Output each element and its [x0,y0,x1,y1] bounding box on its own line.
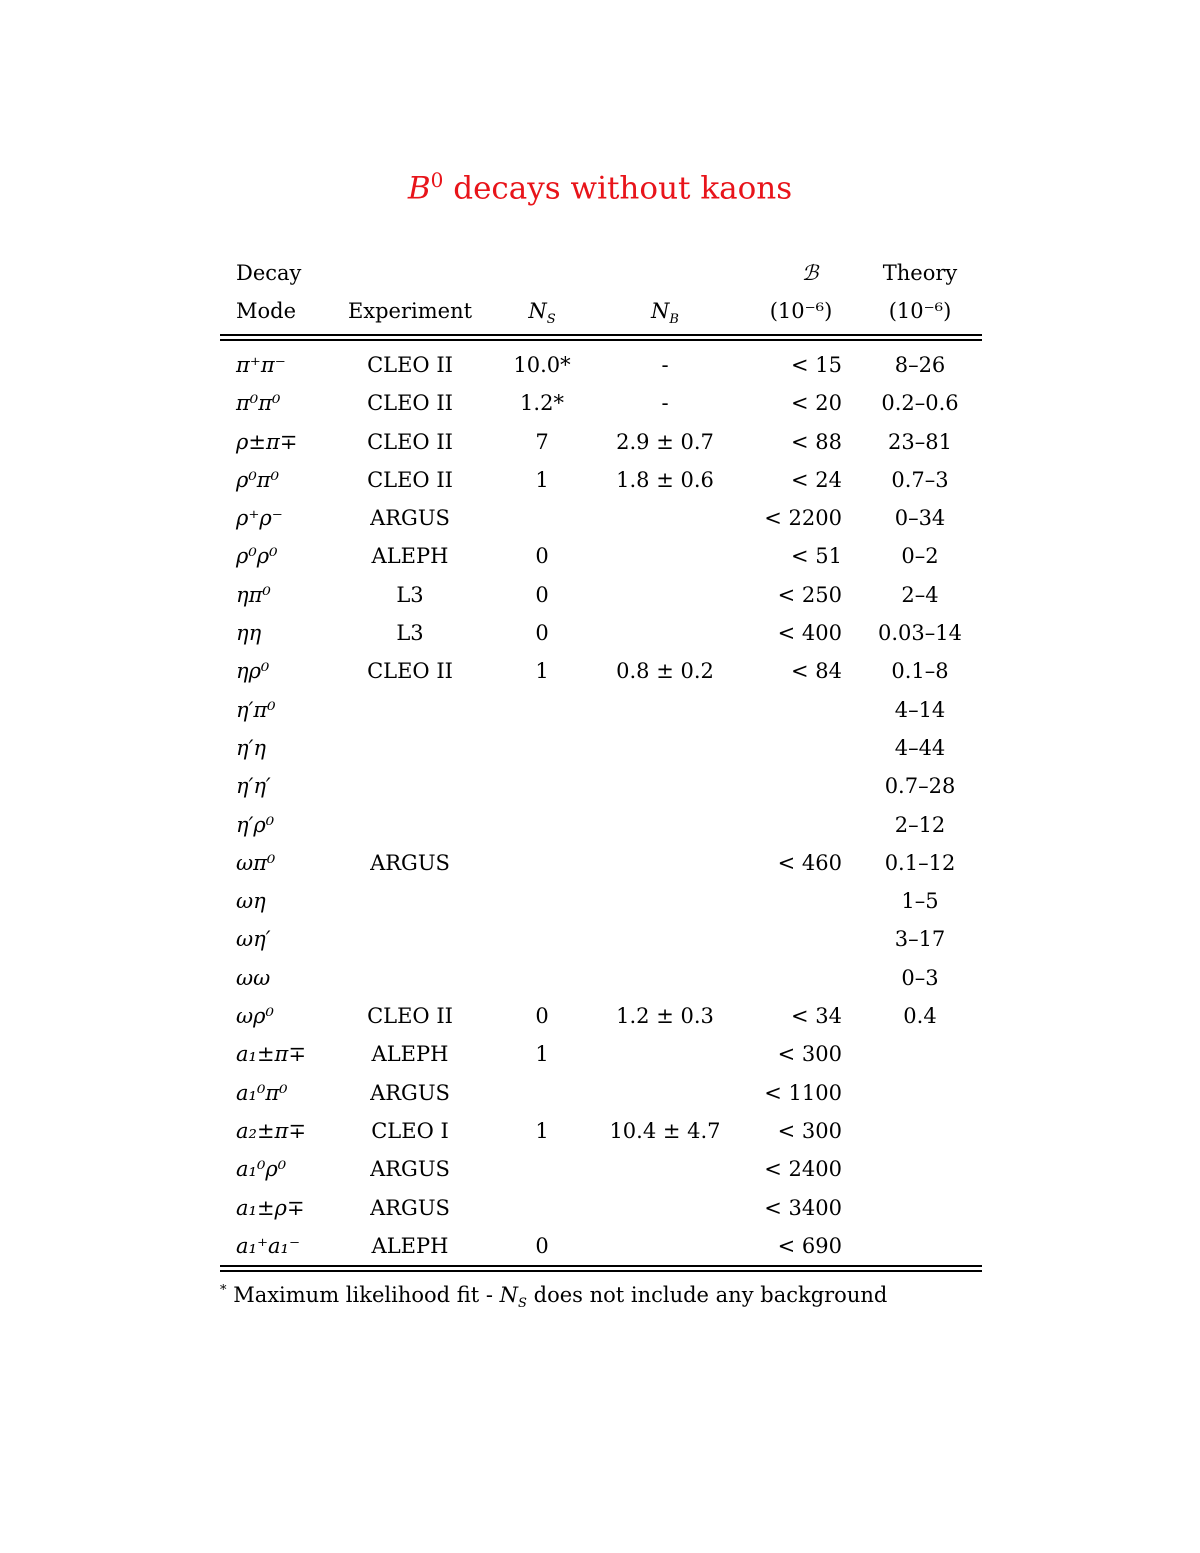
nb-cell: - [661,353,669,377]
table-row [220,918,982,956]
branching-ratio-cell: < 34 [791,1004,842,1029]
theory-cell: 8–26 [894,353,946,377]
decay-mode: ρ±π∓ [236,429,298,454]
theory-cell: 0.1–12 [884,850,956,875]
ns-cell: 1 [535,1118,549,1143]
theory-cell: 0.4 [903,1004,937,1029]
decay-mode: a₁⁰π⁰ [236,1080,288,1105]
theory-cell: 1–5 [901,889,939,914]
footnote-text-after: does not include any background [533,1283,888,1307]
theory-cell: 4–14 [894,697,946,722]
decay-mode: π⁰π⁰ [236,391,281,416]
branching-ratio-cell: < 24 [791,467,842,492]
decay-mode: a₁⁺a₁⁻ [236,1233,301,1258]
table-row [220,1072,982,1110]
nb-cell: - [661,391,669,416]
table-row [220,1187,982,1225]
table-row [220,535,982,573]
ns-cell: 10.0* [513,353,571,377]
experiment-cell: CLEO II [367,391,453,416]
header-theory: Theory [882,261,958,285]
experiment-cell: CLEO II [367,659,453,684]
decay-mode: ηπ⁰ [236,582,271,607]
theory-cell: 4–44 [894,735,946,760]
nb-cell: 0.8 ± 0.2 [616,659,714,684]
branching-ratio-cell: < 1100 [764,1080,842,1105]
table-row [220,459,982,497]
ns-cell: 0 [535,544,549,569]
header-theory-unit: (10⁻⁶) [888,299,952,323]
header-decay: Decay [236,261,302,285]
decay-mode: ρ⁺ρ⁻ [236,506,283,531]
footnote-text-before: Maximum likelihood fit - [233,1283,493,1307]
theory-cell: 23–81 [888,429,952,454]
decay-mode: ρ⁰ρ⁰ [236,544,278,569]
ns-cell: 0 [535,582,549,607]
experiment-cell: CLEO II [367,429,453,454]
branching-ratio-cell: < 460 [777,850,842,875]
header-br: ℬ [801,261,819,285]
experiment-cell: ARGUS [370,506,450,531]
table-header [220,256,982,332]
table-row [220,497,982,535]
decay-mode: ωω [236,965,271,990]
branching-ratio-cell: < 2200 [764,506,842,531]
footnote-marker: * [220,1283,227,1298]
nb-cell: 1.8 ± 0.6 [616,467,714,492]
decay-mode: ωη [236,889,266,914]
table-row [220,727,982,765]
header-mode: Mode [236,299,297,323]
ns-cell: 1.2* [520,391,564,416]
table-row [220,957,982,995]
theory-cell: 0.7–28 [884,774,956,799]
experiment-cell: CLEO II [367,1004,453,1029]
table-row [220,421,982,459]
decay-mode: a₁±ρ∓ [236,1195,305,1220]
header-ns-symbol: N [528,299,547,323]
decay-mode: ηη [236,621,262,646]
table-row [220,995,982,1033]
table-row [220,804,982,842]
table-row [220,344,982,382]
ns-cell: 1 [535,1042,549,1067]
branching-ratio-cell: < 300 [777,1042,842,1067]
table-row [220,574,982,612]
experiment-cell: ALEPH [371,1233,449,1258]
theory-cell: 0.03–14 [878,621,962,646]
footnote-symbol-sub: S [518,1296,527,1312]
ns-cell: 0 [535,621,549,646]
decay-mode: η′ρ⁰ [236,812,275,837]
table-row [220,689,982,727]
theory-cell: 0.2–0.6 [881,391,959,416]
header-br-unit: (10⁻⁶) [769,299,833,323]
footer-rule-top [220,1265,982,1267]
branching-ratio-cell: < 250 [777,582,842,607]
nb-cell: 1.2 ± 0.3 [616,1004,714,1029]
experiment-cell: ARGUS [370,1195,450,1220]
branching-ratio-cell: < 2400 [764,1157,842,1182]
experiment-cell: ARGUS [370,1157,450,1182]
decay-mode: ωη′ [236,927,271,952]
experiment-cell: ALEPH [371,1042,449,1067]
branching-ratio-cell: < 51 [791,544,842,569]
table-row [220,382,982,420]
header-ns-sub: S [546,312,556,328]
decay-mode: ωρ⁰ [236,1004,274,1029]
table-body [220,344,982,1263]
table-row [220,1110,982,1148]
branching-ratio-cell: < 20 [791,391,842,416]
decay-mode: a₂±π∓ [236,1118,306,1143]
theory-cell: 2–4 [901,582,939,607]
theory-cell: 0–2 [901,544,939,569]
ns-cell: 0 [535,1233,549,1258]
experiment-cell: CLEO II [367,353,453,377]
branching-ratio-cell: < 84 [791,659,842,684]
experiment-cell: L3 [396,582,424,607]
table-row [220,842,982,880]
decay-mode: η′η [236,735,266,760]
header-nb-sub: B [669,312,679,328]
footnote-symbol: N [499,1283,519,1307]
branching-ratio-cell: < 400 [777,621,842,646]
decay-mode: η′π⁰ [236,697,276,722]
ns-cell: 7 [535,429,549,454]
header-experiment: Experiment [347,299,473,323]
header-rule-bottom [220,339,982,341]
decay-mode: a₁±π∓ [236,1042,306,1067]
title-text: decays without kaons [453,170,793,207]
theory-cell: 0–3 [901,965,939,990]
header-ns [492,296,592,335]
ns-cell: 1 [535,467,549,492]
branching-ratio-cell: < 88 [791,429,842,454]
experiment-cell: CLEO II [367,467,453,492]
table-row [220,1148,982,1186]
table-row [220,612,982,650]
decay-mode: a₁⁰ρ⁰ [236,1157,287,1182]
table-row [220,1033,982,1071]
table-row [220,650,982,688]
header-nb-symbol: N [651,299,670,323]
ns-cell: 0 [535,1004,549,1029]
experiment-cell: L3 [396,621,424,646]
branching-ratio-cell: < 690 [777,1233,842,1258]
decay-mode: ωπ⁰ [236,850,276,875]
branching-ratio-cell: < 300 [777,1118,842,1143]
header-nb [595,296,735,335]
title-symbol: B [407,170,431,207]
decay-mode: η′η′ [236,774,271,799]
experiment-cell: CLEO I [371,1118,449,1143]
theory-cell: 0.7–3 [891,467,949,492]
decay-table [220,256,982,1272]
branching-ratio-cell: < 3400 [764,1195,842,1220]
decay-mode: ηρ⁰ [236,659,270,684]
experiment-cell: ARGUS [370,1080,450,1105]
theory-cell: 3–17 [894,927,946,952]
experiment-cell: ALEPH [371,544,449,569]
decay-mode: ρ⁰π⁰ [236,467,279,492]
footnote [220,1283,1000,1311]
table-row [220,765,982,803]
nb-cell: 10.4 ± 4.7 [609,1118,721,1143]
decay-mode: π⁺π⁻ [236,353,286,377]
footer-rule-bottom [220,1270,982,1272]
branching-ratio-cell: < 15 [791,353,842,377]
theory-cell: 0–34 [894,506,946,531]
ns-cell: 1 [535,659,549,684]
experiment-cell: ARGUS [370,850,450,875]
theory-cell: 0.1–8 [891,659,949,684]
table-row [220,880,982,918]
theory-cell: 2–12 [894,812,946,837]
nb-cell: 2.9 ± 0.7 [616,429,714,454]
page-title [0,168,1200,206]
title-superscript: 0 [430,168,444,192]
table-row [220,1225,982,1263]
